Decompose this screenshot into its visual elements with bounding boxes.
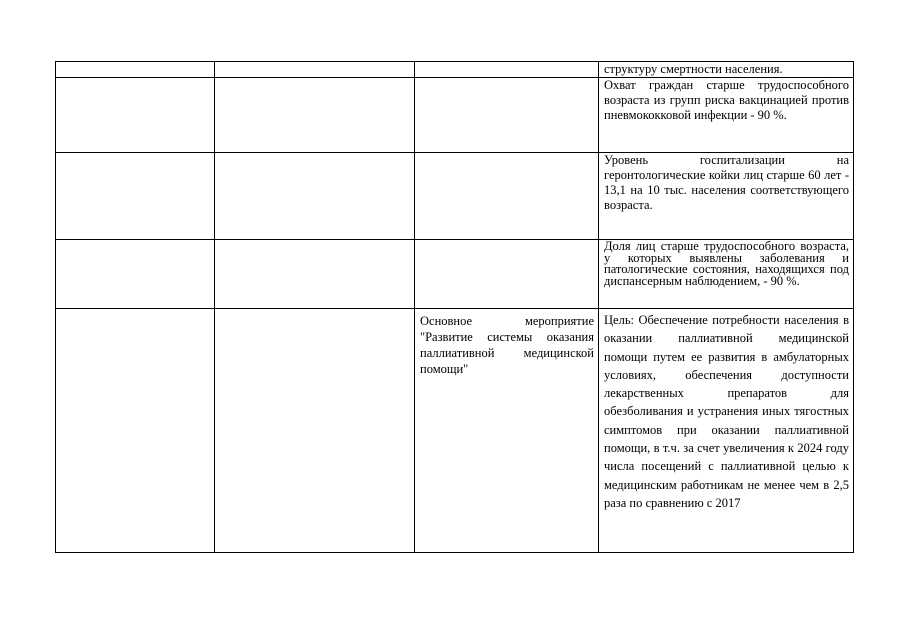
table-cell bbox=[599, 62, 854, 78]
table-cell bbox=[599, 240, 854, 309]
table-row bbox=[56, 240, 854, 309]
table-cell bbox=[56, 240, 215, 309]
goal-text: Цель: Обеспечение потребности населения в оказании паллиативной медицинской помощи путем ее развития в амбулаторных условиях, обеспечения доступности лекарственных препаратов для обезболивания и устранения иных тягостных симптомов при оказании паллиативной помощи, в т.ч. за счет увеличения к 2024 году числа посещений с паллиативной целью к медицинским работникам не менее чем в 2,5 раза по сравнению с 2017 bbox=[604, 313, 849, 510]
table-row bbox=[56, 153, 854, 240]
table-cell bbox=[56, 78, 215, 153]
table-row bbox=[56, 62, 854, 78]
table-cell bbox=[415, 78, 599, 153]
table-row bbox=[56, 309, 854, 553]
indicator-text: структуру смертности населения. bbox=[604, 62, 783, 76]
table-cell bbox=[599, 78, 854, 153]
indicator-text: Уровень госпитализации на геронтологические койки лиц старше 60 лет - 13,1 на 10 тыс. населения соответствующего возраста. bbox=[604, 153, 849, 212]
table-cell bbox=[215, 62, 415, 78]
table-cell bbox=[599, 309, 854, 553]
indicators-table bbox=[55, 61, 854, 553]
table-cell bbox=[215, 240, 415, 309]
table-row bbox=[56, 78, 854, 153]
table-cell bbox=[415, 62, 599, 78]
table-cell bbox=[599, 153, 854, 240]
indicator-text: Охват граждан старше трудоспособного возраста из групп риска вакцинацией против пневмококковой инфекции - 90 %. bbox=[604, 78, 849, 122]
main-event-text: Основное мероприятие "Развитие системы оказания паллиативной медицинской помощи" bbox=[420, 314, 594, 376]
table-cell bbox=[215, 309, 415, 553]
table-cell bbox=[215, 78, 415, 153]
table-cell bbox=[415, 240, 599, 309]
table-cell bbox=[56, 153, 215, 240]
table-cell bbox=[56, 62, 215, 78]
table-cell bbox=[215, 153, 415, 240]
table-cell bbox=[415, 153, 599, 240]
table-cell bbox=[415, 309, 599, 553]
table-cell bbox=[56, 309, 215, 553]
indicator-text: Доля лиц старше трудоспособного возраста, у которых выявлены заболевания и патологические состояния, находящихся под диспансерным наблюдением, - 90 %. bbox=[604, 239, 849, 288]
